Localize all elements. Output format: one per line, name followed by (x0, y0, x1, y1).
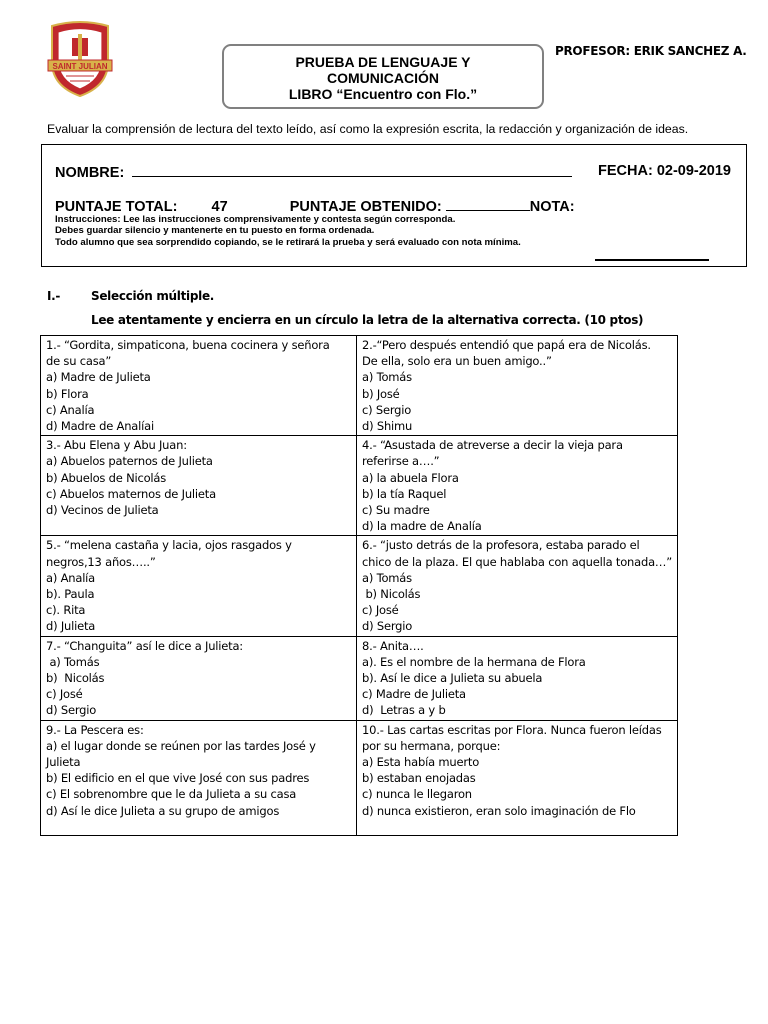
answer-option[interactable]: b). Así le dice a Julieta su abuela (362, 671, 543, 686)
question-cell (41, 336, 357, 436)
answer-option[interactable]: b) Flora (46, 386, 89, 401)
school-logo (44, 20, 116, 98)
test-title-line2: COMUNICACIÓN (327, 70, 439, 86)
question-cell (357, 720, 678, 835)
section-title: Selección múltiple. (91, 289, 215, 303)
answer-option[interactable]: a) Abuelos paternos de Julieta (46, 454, 213, 469)
answer-option[interactable]: a) el lugar donde se reúnen por las tardes José y (46, 738, 316, 753)
answer-option[interactable]: c) Sergio (362, 402, 412, 417)
question-cell (357, 636, 678, 720)
question-text: 2.-“Pero después entendió que papá era de Nicolás. (362, 338, 651, 352)
answer-option[interactable]: a) Madre de Julieta (46, 370, 151, 385)
test-title-line1: PRUEBA DE LENGUAJE Y (295, 54, 471, 70)
question-cell (41, 536, 357, 636)
question-cell (41, 636, 357, 720)
obtained-score-label: PUNTAJE OBTENIDO: (289, 199, 442, 215)
instruction-line: Todo alumno que sea sorprendido copiando, se le retirará la prueba y será evaluado con nota mínima. (55, 236, 521, 248)
answer-option[interactable]: b) Nicolás (46, 671, 105, 686)
answer-option[interactable]: b) Abuelos de Nicolás (46, 470, 167, 485)
answer-option[interactable]: d) Sergio (46, 703, 97, 718)
answer-option[interactable]: b). Paula (46, 587, 95, 602)
questions-table (40, 335, 678, 836)
name-field-line[interactable] (132, 163, 572, 177)
section-heading (47, 289, 215, 303)
teacher-name: PROFESOR: ERIK SANCHEZ A. (555, 44, 747, 58)
answer-option[interactable]: b) la tía Raquel (362, 486, 447, 501)
answer-option[interactable]: c) nunca le llegaron (362, 787, 472, 802)
name-label: NOMBRE: (55, 165, 125, 181)
question-text: negros,13 años…..” (46, 554, 156, 569)
question-text: 10.- Las cartas escritas por Flora. Nunca fueron leídas (362, 722, 662, 737)
question-text: 8.- Anita…. (362, 638, 424, 653)
section-number: I.- (47, 289, 61, 303)
instruction-line: Debes guardar silencio y mantenerte en tu puesto en forma ordenada. (55, 225, 375, 237)
answer-option[interactable]: a) la abuela Flora (362, 470, 459, 485)
question-text: 3.- Abu Elena y Abu Juan: (46, 438, 187, 453)
total-score-label: PUNTAJE TOTAL: (55, 199, 178, 215)
test-objective: Evaluar la comprensión de lectura del texto leído, así como la expresión escrita, la redacción y organización de ideas. (47, 122, 689, 136)
test-title-box (222, 44, 544, 109)
total-score-value: 47 (211, 199, 228, 215)
answer-option[interactable]: b) estaban enojadas (362, 771, 476, 786)
question-text: de su casa” (46, 354, 112, 369)
question-text: 9.- La Pescera es: (46, 722, 144, 737)
answer-option[interactable]: a) Tomás (362, 370, 412, 385)
date-label: FECHA: 02-09-2019 (598, 163, 731, 179)
answer-option[interactable]: a) Esta había muerto (362, 755, 480, 770)
answer-option[interactable]: c) José (46, 687, 83, 702)
question-text: 7.- “Changuita” así le dice a Julieta: (46, 638, 243, 653)
answer-option[interactable]: a) Analía (46, 570, 96, 585)
score-row (55, 197, 575, 215)
question-text: referirse a….” (362, 454, 440, 469)
answer-option[interactable]: d) Letras a y b (362, 703, 446, 718)
test-title-line3: LIBRO “Encuentro con Flo.” (288, 86, 478, 102)
answer-option[interactable]: c) Su madre (362, 503, 430, 518)
answer-option[interactable]: d) Así le dice Julieta a su grupo de amigos (46, 803, 280, 818)
instructions (55, 214, 521, 248)
answer-option[interactable]: d) Shimu (362, 419, 413, 434)
name-row (55, 163, 735, 181)
answer-option[interactable]: d) Sergio (362, 619, 413, 634)
answer-option[interactable]: c). Rita (46, 603, 86, 618)
question-text: De ella, solo era un buen amigo..” (362, 354, 552, 369)
question-cell (41, 436, 357, 536)
answer-option[interactable]: d) Julieta (46, 619, 96, 634)
answer-option[interactable]: d) Vecinos de Julieta (46, 503, 159, 518)
answer-option[interactable]: a) Tomás (362, 570, 412, 585)
question-text: 5.- “melena castaña y lacia, ojos rasgados y (46, 538, 292, 553)
instruction-line: Instrucciones: Lee las instrucciones comprensivamente y contesta según corresponda. (55, 214, 456, 225)
answer-option[interactable]: c) Abuelos maternos de Julieta (46, 486, 216, 501)
svg-text:SAINT JULIAN: SAINT JULIAN (52, 62, 108, 71)
answer-option[interactable]: Julieta (46, 755, 81, 770)
answer-option[interactable]: c) Madre de Julieta (362, 687, 466, 702)
answer-option[interactable]: a). Es el nombre de la hermana de Flora (362, 654, 586, 669)
question-cell (357, 436, 678, 536)
student-info-box (41, 144, 747, 267)
grade-field-line[interactable] (595, 259, 709, 261)
answer-option[interactable]: b) Nicolás (362, 587, 421, 602)
question-cell (357, 536, 678, 636)
answer-option[interactable]: c) José (362, 603, 399, 618)
answer-option[interactable]: c) El sobrenombre que le da Julieta a su casa (46, 787, 297, 802)
obtained-score-field[interactable] (446, 197, 530, 211)
question-cell (357, 336, 678, 436)
answer-option[interactable]: d) Madre de Analíai (46, 419, 154, 434)
question-text: 1.- “Gordita, simpaticona, buena cocinera y señora (46, 338, 330, 352)
question-text: 4.- “Asustada de atreverse a decir la vieja para (362, 438, 623, 453)
answer-option[interactable]: b) El edificio en el que vive José con sus padres (46, 771, 310, 786)
question-text: por su hermana, porque: (362, 738, 501, 753)
question-text: 6.- “justo detrás de la profesora, estaba parado el (362, 538, 640, 553)
answer-option[interactable]: c) Analía (46, 402, 95, 417)
question-text: chico de la plaza. El que hablaba con aquella tonada…” (362, 554, 672, 569)
section-instruction: Lee atentamente y encierra en un círculo la letra de la alternativa correcta. (10 ptos) (91, 313, 644, 327)
question-cell (41, 720, 357, 835)
grade-label: NOTA: (529, 199, 575, 215)
answer-option[interactable]: a) Tomás (46, 654, 100, 669)
answer-option[interactable]: d) la madre de Analía (362, 519, 482, 534)
answer-option[interactable]: b) José (362, 386, 400, 401)
answer-option[interactable]: d) nunca existieron, eran solo imaginación de Flo (362, 803, 636, 818)
